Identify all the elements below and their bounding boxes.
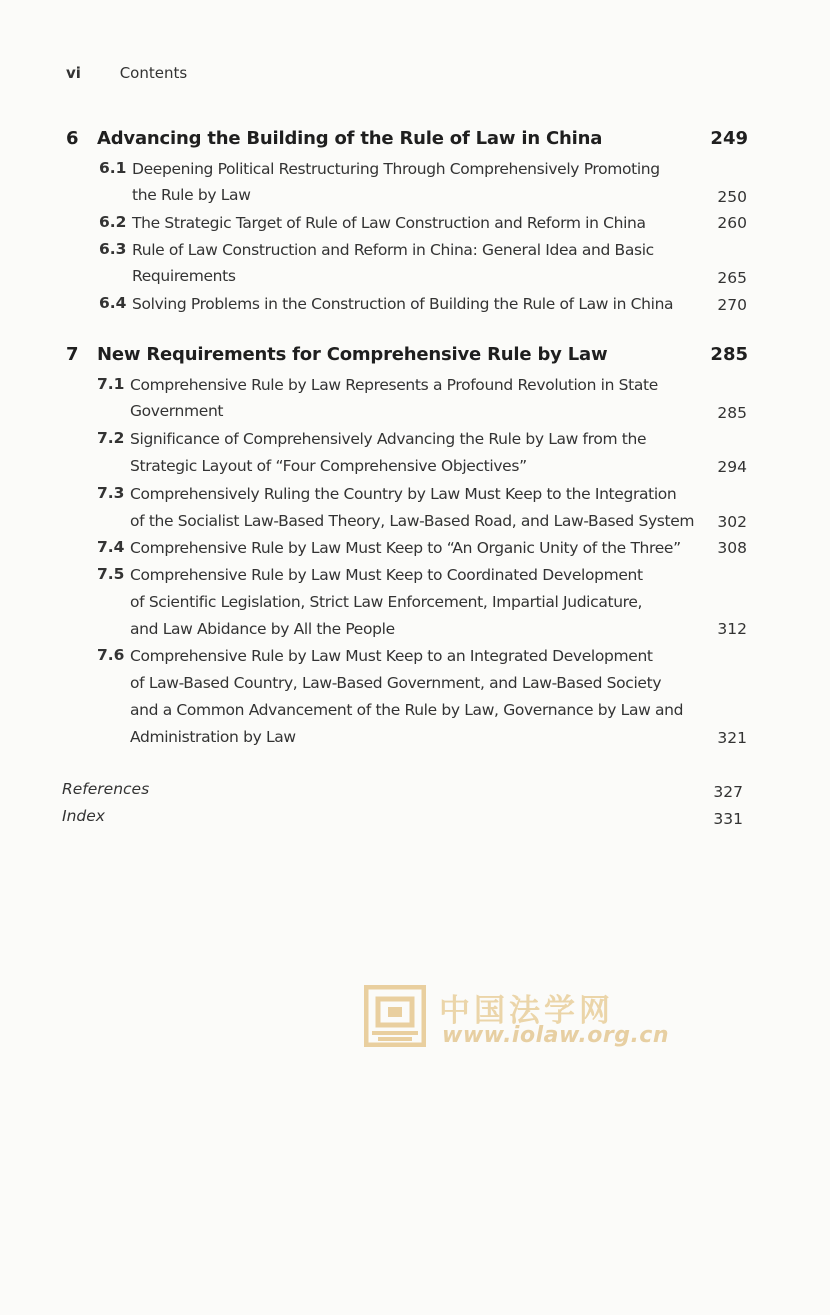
section-title-line: Comprehensive Rule by Law Must Keep to Coordinated Development xyxy=(130,566,643,584)
section-number: 7.1 xyxy=(97,375,125,393)
chapter-heading xyxy=(0,128,830,156)
running-head-title: Contents xyxy=(119,64,188,82)
section-page: 265 xyxy=(717,269,747,287)
section-number: 6.1 xyxy=(99,159,127,177)
section-title-line: Administration by Law xyxy=(130,728,296,746)
section-title-line: Comprehensive Rule by Law Represents a Profound Revolution in State xyxy=(130,376,658,394)
section-page: 308 xyxy=(717,539,747,557)
section-title-line: of Scientific Legislation, Strict Law Enforcement, Impartial Judicature, xyxy=(130,593,643,611)
section-title-line: Requirements xyxy=(132,267,236,285)
section-number: 7.6 xyxy=(97,646,125,664)
section-title-line: of the Socialist Law-Based Theory, Law-Based Road, and Law-Based System xyxy=(130,512,695,530)
section-number: 6.2 xyxy=(99,213,127,231)
section-page: 250 xyxy=(717,188,747,206)
section-title-line: Comprehensively Ruling the Country by Law Must Keep to the Integration xyxy=(130,485,677,503)
chapter-page: 249 xyxy=(710,128,748,149)
chapter-number: 6 xyxy=(66,128,79,149)
section-number: 7.3 xyxy=(97,484,125,502)
section-title-line: the Rule by Law xyxy=(132,186,251,204)
section-page: 270 xyxy=(717,296,747,314)
section-title-line: of Law-Based Country, Law-Based Government, and Law-Based Society xyxy=(130,674,662,692)
section-number: 6.4 xyxy=(99,294,127,312)
section-title-line: Government xyxy=(130,402,224,420)
back-matter-page: 331 xyxy=(713,810,743,828)
section-number: 7.2 xyxy=(97,429,125,447)
section-number: 6.3 xyxy=(99,240,127,258)
chapter-number: 7 xyxy=(66,344,79,365)
back-matter-page: 327 xyxy=(713,783,743,801)
section-title-line: Comprehensive Rule by Law Must Keep to an Integrated Development xyxy=(130,647,653,665)
chapter-title: Advancing the Building of the Rule of Law in China xyxy=(97,128,603,149)
section-page: 285 xyxy=(717,404,747,422)
section-title-line: and Law Abidance by All the People xyxy=(130,620,395,638)
section-title-line: Deepening Political Restructuring Through Comprehensively Promoting xyxy=(132,160,660,178)
section-title-line: Solving Problems in the Construction of Building the Rule of Law in China xyxy=(132,295,674,313)
chapter-page: 285 xyxy=(710,344,748,365)
watermark-chinese-text: 中国法学网 xyxy=(439,993,614,1029)
iolaw-logo-icon xyxy=(364,985,426,1047)
section-page: 260 xyxy=(717,214,747,232)
chapter-heading xyxy=(0,344,830,372)
watermark-url: www.iolaw.org.cn xyxy=(442,1023,670,1048)
section-page: 321 xyxy=(717,729,747,747)
chapter-title: New Requirements for Comprehensive Rule by Law xyxy=(97,344,608,365)
section-title-line: The Strategic Target of Rule of Law Construction and Reform in China xyxy=(132,214,646,232)
iolaw-watermark xyxy=(364,985,670,1055)
section-page: 294 xyxy=(717,458,747,476)
section-title-line: Significance of Comprehensively Advancing the Rule by Law from the xyxy=(130,430,647,448)
back-matter-title: Index xyxy=(62,807,105,825)
section-title-line: Rule of Law Construction and Reform in China: General Idea and Basic xyxy=(132,241,654,259)
section-number: 7.4 xyxy=(97,538,125,556)
section-page: 302 xyxy=(717,513,747,531)
running-head-page-number: vi xyxy=(66,64,81,82)
section-number: 7.5 xyxy=(97,565,125,583)
section-title-line: and a Common Advancement of the Rule by Law, Governance by Law and xyxy=(130,701,684,719)
back-matter-title: References xyxy=(62,780,150,798)
running-head xyxy=(66,64,187,82)
section-page: 312 xyxy=(717,620,747,638)
section-title-line: Strategic Layout of “Four Comprehensive Objectives” xyxy=(130,457,527,475)
section-title-line: Comprehensive Rule by Law Must Keep to “An Organic Unity of the Three” xyxy=(130,539,681,557)
